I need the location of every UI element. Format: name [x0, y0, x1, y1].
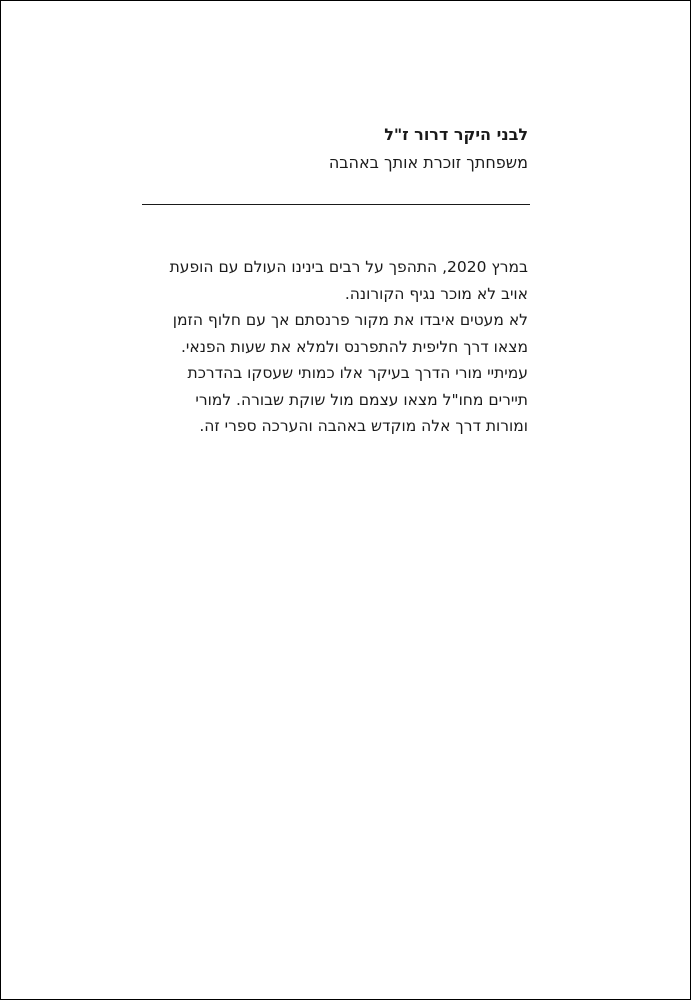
dedication-subtitle: משפחתך זוכרת אותך באהבה	[328, 153, 528, 172]
body-line: תיירים מחו"ל מצאו עצמם מול שוקת שבורה. למורי	[195, 390, 528, 409]
body-paragraph	[156, 254, 528, 440]
dedication-block	[148, 121, 528, 177]
body-line: עמיתיי מורי הדרך בעיקר אלו כמותי שעסקו בהדרכת	[187, 364, 528, 382]
body-line: מצאו דרך חליפית להתפרנס ולמלא את שעות הפנאי.	[180, 337, 528, 356]
body-line: במרץ 2020, התהפך על רבים בינינו העולם עם הופעת	[169, 258, 528, 276]
horizontal-divider	[142, 204, 530, 205]
body-line: אויב לא מוכר נגיף הקורונה.	[344, 284, 528, 303]
body-line: ומורות דרך אלה מוקדש באהבה והערכה ספרי זה.	[199, 417, 528, 435]
body-line: לא מעטים איבדו את מקור פרנסתם אך עם חלוף הזמן	[172, 311, 528, 329]
dedication-title: לבני היקר דרור ז"ל	[384, 125, 528, 144]
